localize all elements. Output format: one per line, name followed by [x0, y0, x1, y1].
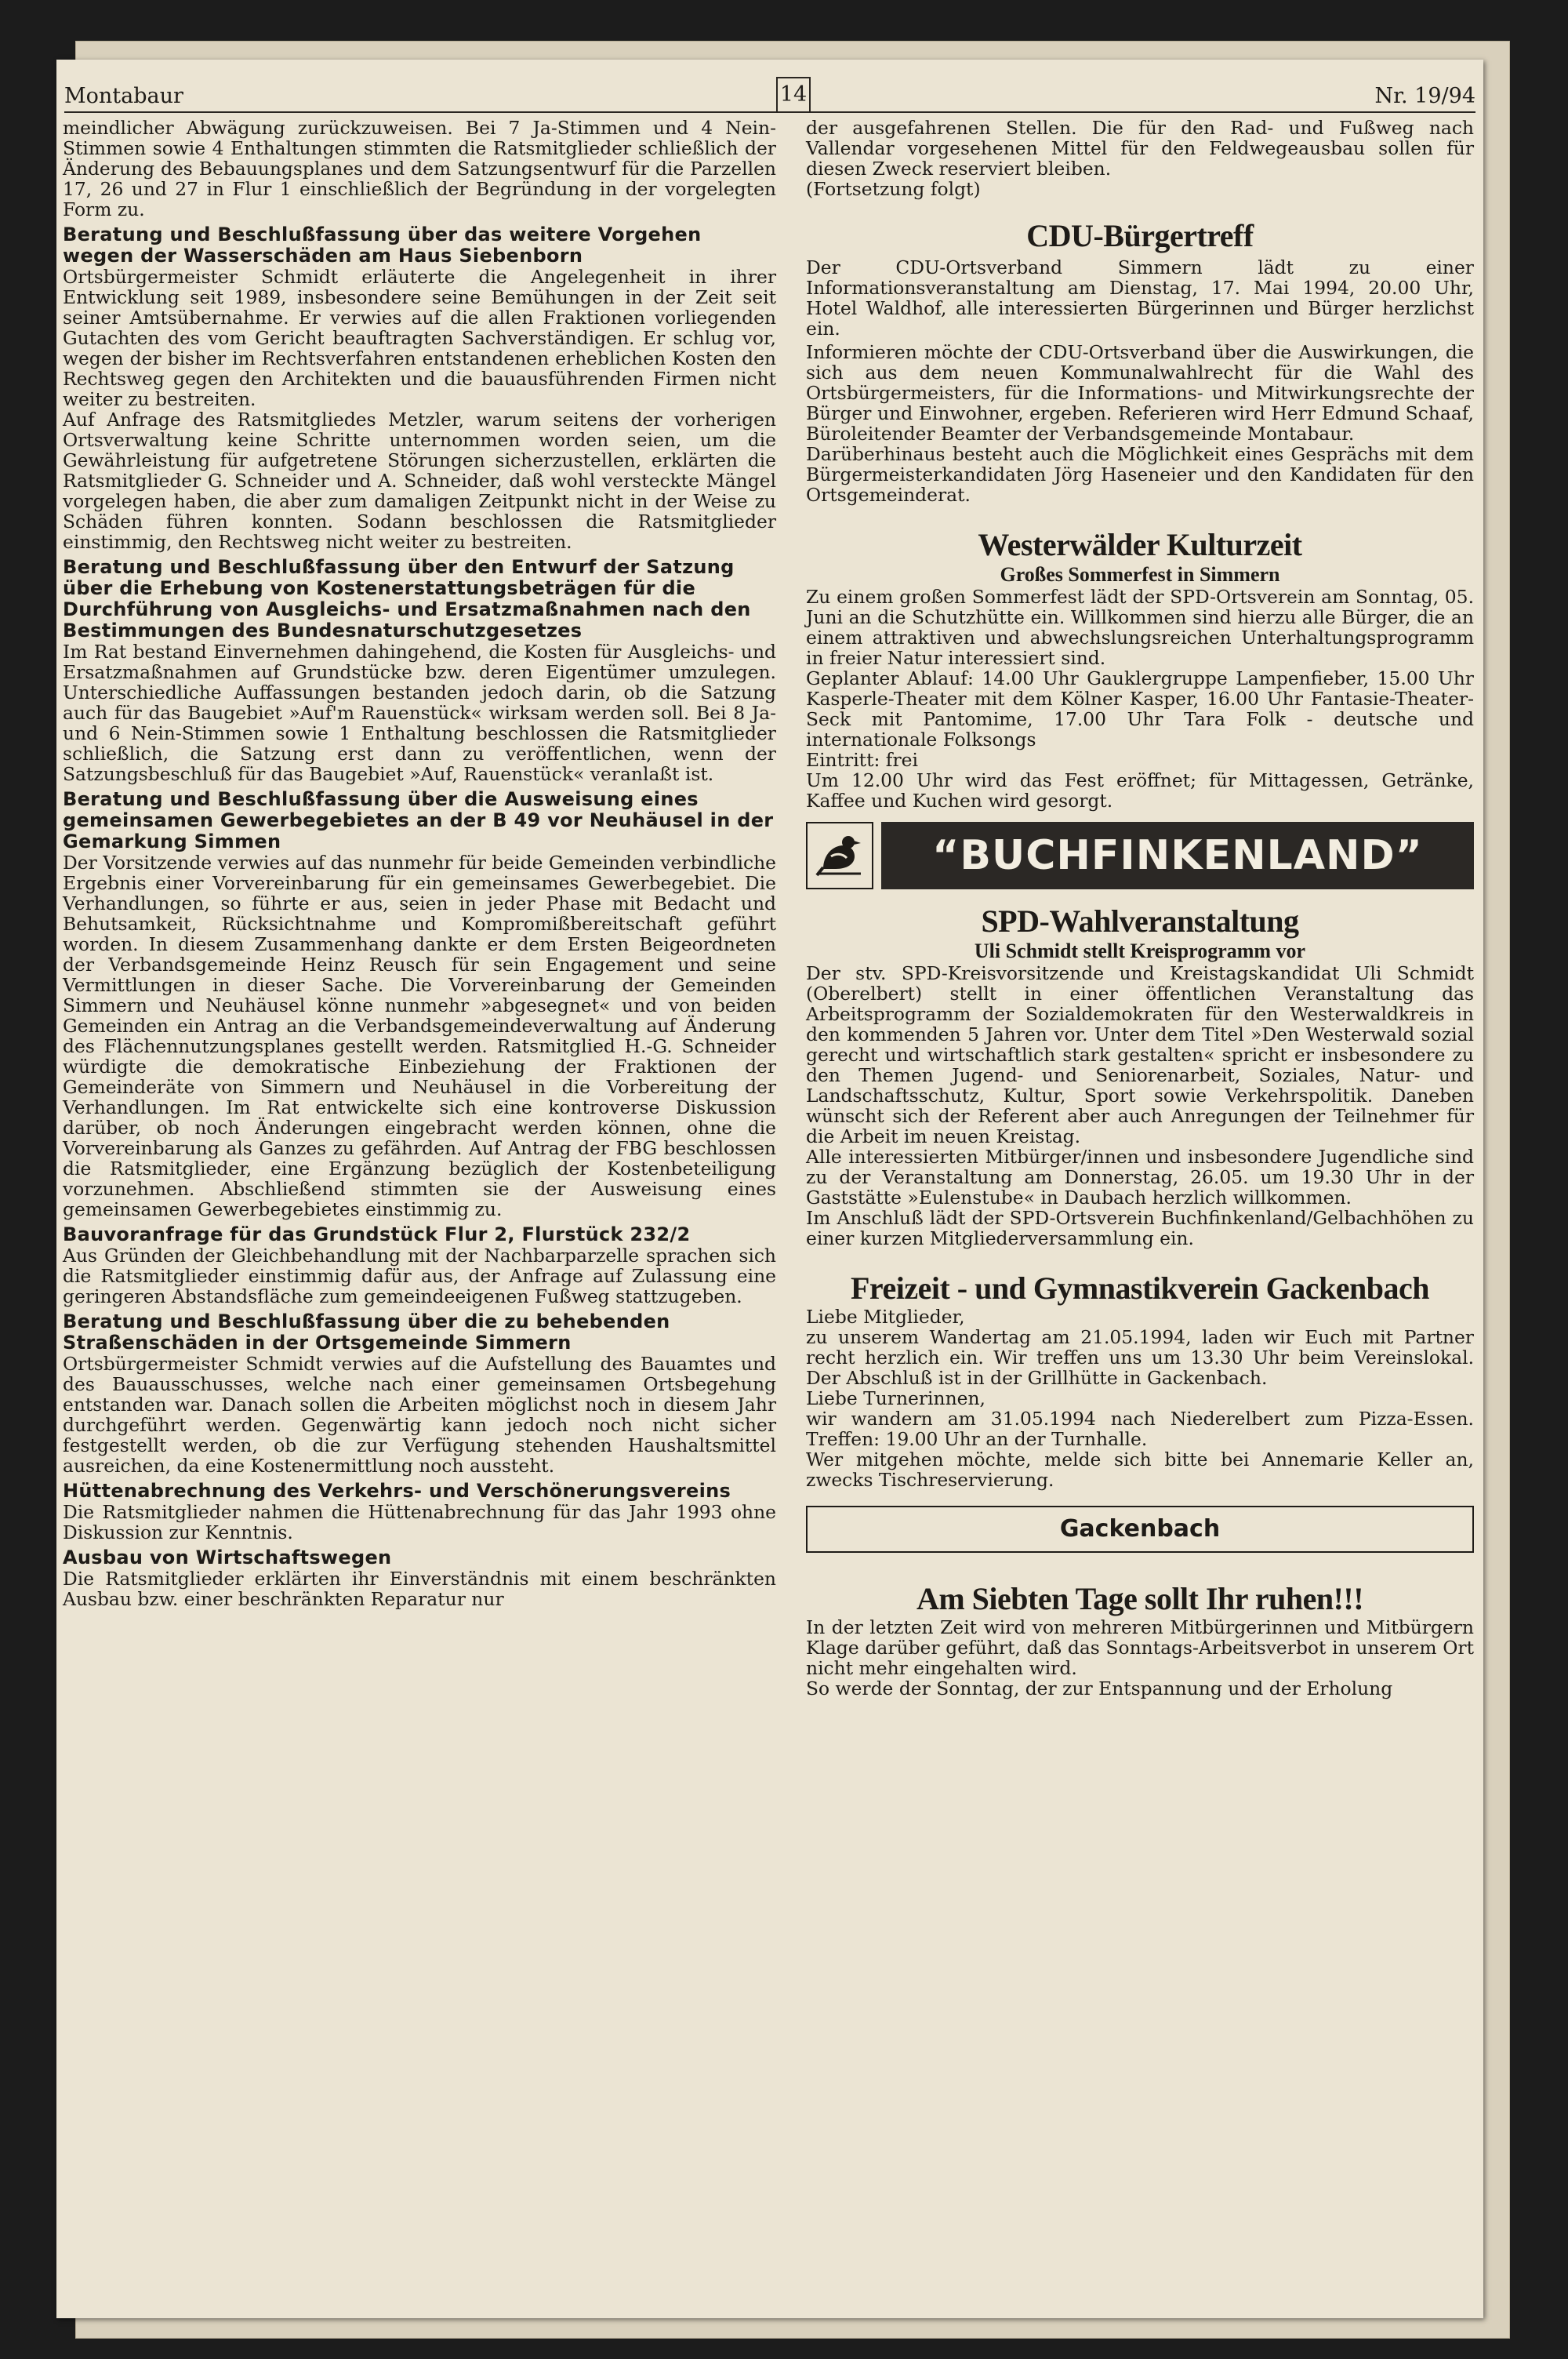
article-text: meindlicher Abwägung zurückzuweisen. Bei 7 Ja-Stimmen und 4 Nein-Stimmen sowie 4 Enthaltungen stimmten die Ratsmitglieder schließlich der Änderung des Bebauungsplanes und dem Satzungsentwurf für die Parzellen 17, 26 und 27 in Flur 1 einschließlich der Begründung in der vorgelegten Form zu. — [63, 117, 776, 220]
article-heading: Beratung und Beschlußfassung über die Ausweisung eines gemeinsamen Gewerbegebietes an der B 49 vor Neuhäusel in der Gemarkung Simmen — [63, 788, 774, 852]
right-column — [806, 118, 1474, 1699]
buchfinkenland-banner — [806, 822, 1474, 889]
article-text: Im Rat bestand Einvernehmen dahingehend, die Kosten für Ausgleichs- und Ersatzmaßnahmen auf Grundstücke bzw. deren Eigentümer umzulegen. Unterschiedliche Auffassungen bestanden jedoch darin, ob die Satzung auch für das Baugebiet »Auf'm Rauenstück« wirksam werden soll. Bei 8 Ja- und 6 Nein-Stimmen sowie 1 Enthaltung beschlossen die Ratsmitglieder schließlich, die Satzung erst dann zu veröffentlichen, wenn der Satzungsbeschluß für das Baugebiet »Auf, Rauenstück« veranlaßt ist. — [63, 641, 776, 785]
article-text: Alle interessierten Mitbürger/innen und insbesondere Jugendliche sind zu der Veranstaltung am Donnerstag, 26.05. um 19.30 Uhr in der Gaststätte »Eulenstube« in Daubach herzlich willkommen. — [806, 1146, 1474, 1209]
article-text: Ortsbürgermeister Schmidt erläuterte die Angelegenheit in ihrer Entwicklung seit 1989, insbesondere seine Bemühungen in der Zeit seit seiner Amtsübernahme. Er verwies auf die allen Fraktionen vorliegenden Gutachten des vom Gericht beauftragten Sachverständigen. Er schlug vor, wegen der bisher im Rechtsverfahren entstandenen erheblichen Kosten den Rechtsweg gegen den Architekten und die bauausführenden Firmen nicht weiter zu bestreiten. — [63, 266, 776, 410]
article-heading: Beratung und Beschlußfassung über das weitere Vorgehen wegen der Wasserschäden am Haus Siebenborn — [63, 224, 702, 267]
article-text: Der Vorsitzende verwies auf das nunmehr für beide Gemeinden verbindliche Ergebnis einer Vorvereinbarung für ein gemeinsames Gewerbegebiet. Die Verhandlungen, so führte er aus, seien in jeder Phase mit Bedacht und Behutsamkeit, Rücksichtnahme und Kompromißbereitschaft geführt worden. In diesem Zusammenhang dankte er dem Ersten Beigeordneten der Verbandsgemeinde Heinz Reusch für sein Engagement und seine Vermittlungen in dieser Sache. Die Vorvereinbarung der Gemeinden Simmern und Neuhäusel könne nunmehr »abgesegnet« und von beiden Gemeinden ein Antrag an die Verbandsgemeindeverwaltung auf Änderung des Flächennutzungsplanes gestellt werden. Ratsmitglied H.-G. Schneider würdigte die demokratische Einbeziehung der Fraktionen der Gemeinderäte von Simmern und Neuhäusel in die Vorbereitung der Verhandlungen. Im Rat entwickelte sich eine kontroverse Diskussion darüber, ob noch Änderungen eingebracht werden können, ohne die Vorvereinbarung als Ganzes zu gefährden. Auf Antrag der FBG beschlossen die Ratsmitglieder, eine Ergänzung bezüglich der Kostenbeteiligung vorzunehmen. Abschließend stimmten sie der Ausweisung eines gemeinsamen Gewerbegebietes einstimmig zu. — [63, 852, 776, 1220]
article-text: Auf Anfrage des Ratsmitgliedes Metzler, warum seitens der vorherigen Ortsverwaltung keine Schritte unternommen worden seien, um die Gewährleistung für aufgetretene Störungen sicherzustellen, erklärten die Ratsmitglieder G. Schneider und A. Schneider, daß wohl versteckte Mängel vorgelegen haben, die aber zum damaligen Zeitpunkt nicht in der Weise zu Schäden führen konnten. Sodann beschlossen die Ratsmitglieder einstimmig, den Rechtsweg nicht weiter zu bestreiten. — [63, 409, 776, 553]
article-text: Der CDU-Ortsverband Simmern lädt zu einer Informationsveranstaltung am Dienstag, 17. Mai 1994, 20.00 Uhr, Hotel Waldhof, alle interessierten Bürgerinnen und Bürger herzlichst ein. — [806, 256, 1474, 340]
spd-title: SPD-Wahlveranstaltung — [981, 903, 1299, 939]
left-column — [63, 118, 776, 1609]
issue-number: Nr. 19/94 — [1374, 84, 1475, 108]
article-heading: Ausbau von Wirtschaftswegen — [63, 1547, 392, 1568]
article-heading: Hüttenabrechnung des Verkehrs- und Verschönerungsvereins — [63, 1480, 731, 1502]
gym-title: Freizeit - und Gymnastikverein Gackenbach — [850, 1270, 1429, 1306]
spd-subtitle: Uli Schmidt stellt Kreisprogramm vor — [974, 940, 1306, 962]
article-heading: Beratung und Beschlußfassung über die zu behebenden Straßenschäden in der Ortsgemeinde Simmern — [63, 1310, 670, 1354]
sieben-title: Am Siebten Tage sollt Ihr ruhen!!! — [916, 1581, 1364, 1616]
page-number: 14 — [776, 77, 811, 113]
article-text: Informieren möchte der CDU-Ortsverband über die Auswirkungen, die sich aus dem neuen Kommunalwahlrecht für die Wahl des Ortsbürgermeisters, für die Informations- und Mitwirkungsrechte der Bürger und Einwohner, ergeben. Referieren wird Herr Edmund Schaaf, Büroleitender Beamter der Verbandsgemeinde Montabaur. — [806, 341, 1474, 445]
article-text: (Fortsetzung folgt) — [806, 178, 981, 200]
article-text: der ausgefahrenen Stellen. Die für den Rad- und Fußweg nach Vallendar vorgesehenen Mittel für den Feldwegeausbau sollen für diesen Zweck reserviert bleiben. — [806, 117, 1474, 180]
article-heading: Beratung und Beschlußfassung über den Entwurf der Satzung über die Erhebung von Kostenerstattungsbeträgen für die Durchführung von Ausgleichs- und Ersatzmaßnahmen nach den Bestimmungen des Bundesnaturschutzgesetzes — [63, 556, 751, 642]
article-text: Der stv. SPD-Kreisvorsitzende und Kreistagskandidat Uli Schmidt (Oberelbert) stellt in einer öffentlichen Veranstaltung das Arbeitsprogramm der Sozialdemokraten für den Westerwaldkreis in den kommenden 5 Jahren vor. Unter dem Titel »Den Westerwald sozial gerecht und wirtschaftlich stark gestalten« spricht er insbesondere zu den Themen Jugend- und Seniorenarbeit, Soziales, Natur- und Landschaftsschutz, Kultur, Sport sowie Verkehrspolitik. Daneben wünscht sich der Referent aber auch Anregungen der Teilnehmer für die Arbeit im neuen Kreistag. — [806, 962, 1474, 1147]
article-text: Um 12.00 Uhr wird das Fest eröffnet; für Mittagessen, Getränke, Kaffee und Kuchen wird gesorgt. — [806, 769, 1474, 812]
kultur-subtitle: Großes Sommerfest in Simmern — [1000, 563, 1280, 586]
article-text: So werde der Sonntag, der zur Entspannung und der Erholung — [806, 1677, 1393, 1699]
header-location: Montabaur — [64, 84, 183, 108]
gackenbach-label: Gackenbach — [806, 1506, 1474, 1553]
page-header — [64, 75, 1475, 113]
article-text: Im Anschluß lädt der SPD-Ortsverein Buchfinkenland/Gelbachhöhen zu einer kurzen Mitgliederversammlung ein. — [806, 1207, 1474, 1249]
article-text: Eintritt: frei — [806, 749, 918, 771]
article-text: Geplanter Ablauf: 14.00 Uhr Gauklergruppe Lampenfieber, 15.00 Uhr Kasperle-Theater mit dem Kölner Kasper, 16.00 Uhr Fantasie-Theater-Seck mit Pantomime, 17.00 Uhr Tara Folk - deutsche und internationale Folksongs — [806, 667, 1474, 751]
article-text: Aus Gründen der Gleichbehandlung mit der Nachbarparzelle sprachen sich die Ratsmitglieder einstimmig dafür aus, der Anfrage auf Zulassung eine geringeren Abstandsfläche zum gemeindeeigenen Fußweg stattzugeben. — [63, 1245, 776, 1307]
finch-logo-icon — [806, 822, 873, 889]
article-text: Liebe Mitglieder, — [806, 1306, 965, 1328]
article-text: In der letzten Zeit wird von mehreren Mitbürgerinnen und Mitbürgern Klage darüber geführt, daß das Sonntags-Arbeitsverbot in unserem Ort nicht mehr eingehalten wird. — [806, 1616, 1474, 1679]
cdu-title: CDU-Bürgertreff — [1026, 218, 1254, 253]
article-heading: Bauvoranfrage für das Grundstück Flur 2, Flurstück 232/2 — [63, 1223, 691, 1245]
article-text: Ortsbürgermeister Schmidt verwies auf die Aufstellung des Bauamtes und des Bauausschusses, welche nach einer gemeinsamen Ortsbegehung entstanden war. Danach sollen die Arbeiten möglichst noch in diesem Jahr durchgeführt werden. Gegenwärtig kann jedoch noch nicht sicher festgestellt werden, ob die zur Verfügung stehenden Haushaltsmittel ausreichen, da eine Kostenermittlung noch aussteht. — [63, 1353, 776, 1477]
article-text: Die Ratsmitglieder erklärten ihr Einverständnis mit einem beschränkten Ausbau bzw. einer beschränkten Reparatur nur — [63, 1568, 776, 1610]
article-text: Wer mitgehen möchte, melde sich bitte bei Annemarie Keller an, zwecks Tischreservierung. — [806, 1448, 1474, 1491]
kultur-title: Westerwälder Kulturzeit — [978, 527, 1302, 562]
article-text: Darüberhinaus besteht auch die Möglichkeit eines Gesprächs mit dem Bürgermeisterkandidaten Jörg Haseneier und den Kandidaten für den Ortsgemeinderat. — [806, 443, 1474, 506]
article-text: zu unserem Wandertag am 21.05.1994, laden wir Euch mit Partner recht herzlich ein. Wir treffen uns um 13.30 Uhr beim Vereinslokal. Der Abschluß ist in der Grillhütte in Gackenbach. — [806, 1326, 1474, 1389]
article-text: wir wandern am 31.05.1994 nach Niederelbert zum Pizza-Essen. Treffen: 19.00 Uhr an der Turnhalle. — [806, 1408, 1474, 1450]
banner-title: “BUCHFINKENLAND” — [881, 822, 1474, 889]
article-text: Liebe Turnerinnen, — [806, 1387, 985, 1409]
article-text: Zu einem großen Sommerfest lädt der SPD-Ortsverein am Sonntag, 05. Juni an die Schutzhütte ein. Willkommen sind hierzu alle Bürger, die an einem attraktiven und abwechslungsreichen Unterhaltungsprogramm in freier Natur interessiert sind. — [806, 586, 1474, 669]
article-text: Die Ratsmitglieder nahmen die Hüttenabrechnung für das Jahr 1993 ohne Diskussion zur Kenntnis. — [63, 1501, 776, 1543]
